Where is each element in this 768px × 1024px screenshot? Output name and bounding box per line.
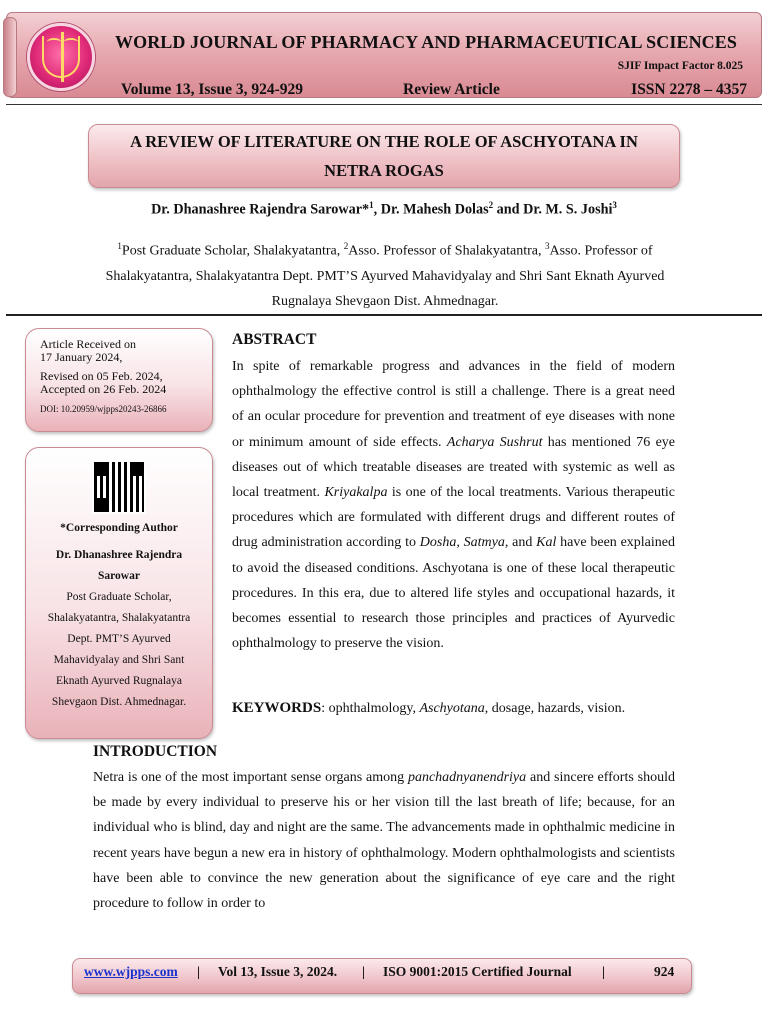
author-3-sup: 3 bbox=[612, 200, 617, 210]
abstract-emphasis: Kal bbox=[536, 535, 557, 551]
keywords-emphasis: Aschyotana bbox=[419, 701, 485, 716]
received-date: 17 January 2024, bbox=[40, 350, 123, 364]
abstract-part: has mentioned 76 eye diseases out of which treatable diseases are treated with systemic as well as local treatment. bbox=[232, 434, 676, 501]
abstract-part: is one of the local treatments. Various therapeutic procedures which are formulated with different drugs and different routes of drug administration according to bbox=[232, 485, 675, 551]
intro-emphasis: panchadnyanendriya bbox=[407, 770, 527, 785]
abstract-emphasis: Dosha, Satmya bbox=[419, 535, 505, 551]
title-line-2: NETRA ROGAS bbox=[324, 161, 444, 180]
impact-factor: SJIF Impact Factor 8.025 bbox=[617, 60, 743, 72]
footer-separator: | bbox=[197, 964, 200, 979]
corresponding-label: *Corresponding Author bbox=[60, 522, 178, 534]
divider bbox=[6, 314, 762, 316]
author-2-sup: 2 bbox=[488, 200, 494, 210]
author-2: , Dr. Mahesh Dolas bbox=[373, 201, 489, 218]
abstract-heading: ABSTRACT bbox=[232, 331, 317, 348]
qr-code-icon bbox=[94, 462, 144, 512]
author-3: and Dr. M. S. Joshi bbox=[493, 201, 613, 218]
introduction-text bbox=[93, 765, 675, 916]
journal-header-banner bbox=[6, 12, 762, 98]
footer-iso: ISO 9001:2015 Certified Journal bbox=[383, 964, 572, 979]
caduceus-logo-icon bbox=[27, 23, 95, 91]
abstract-part: , and bbox=[504, 535, 537, 551]
keywords-label: KEYWORDS bbox=[232, 700, 322, 716]
keywords-text: , dosage, hazards, vision. bbox=[484, 701, 626, 716]
affil-text-2: Asso. Professor of Shalakyatantra, bbox=[348, 243, 545, 259]
intro-part: Netra is one of the most important sense organs among bbox=[93, 770, 408, 785]
abstract-emphasis: Acharya Sushrut bbox=[446, 434, 543, 450]
footer-volume: Vol 13, Issue 3, 2024. bbox=[218, 964, 338, 979]
author-1-sup: 1 bbox=[369, 200, 374, 210]
author-list bbox=[0, 200, 768, 219]
abstract-text bbox=[232, 354, 675, 656]
article-info-box bbox=[25, 328, 213, 432]
abstract-part: In spite of remarkable progress and advances in the field of modern ophthalmology the effective control is still a challenge. There is a great need of an ocular procedure for prevention and treatment of eye diseases with none or minimum amount of side effects. bbox=[232, 359, 675, 450]
affil-text-3: Asso. Professor of Shalakyatantra, Shalakyatantra Dept. PMT’S Ayurved Mahavidyalay and Shri Sant Eknath Ayurved Rugnalaya Shevgaon Dist. Ahmednagar. bbox=[105, 243, 665, 309]
affil-sup-2: 2 bbox=[343, 241, 349, 251]
keywords-text: : ophthalmology, bbox=[321, 701, 420, 716]
affil-text-1: Post Graduate Scholar, Shalakyatantra, bbox=[121, 243, 344, 259]
intro-part: and sincere efforts should be made by every individual to preserve his or her vision till the last breath of life; because, for an individual who is blind, day and night are the same. The advancements made in ophthalmic medicine in recent years have begun a new era in history of ophthalmology. Modern ophthalmologists and scientists have been able to convince the new generation about the significance of eye care and the right procedure to follow in order to bbox=[93, 770, 675, 912]
accepted-date: Accepted on 26 Feb. 2024 bbox=[40, 382, 167, 396]
footer-separator: | bbox=[362, 964, 365, 979]
title-line-1: A REVIEW OF LITERATURE ON THE ROLE OF ASCHYOTANA IN bbox=[130, 132, 638, 151]
received-label: Article Received on bbox=[40, 337, 136, 351]
affil-sup-1: 1 bbox=[117, 241, 122, 251]
introduction-heading: INTRODUCTION bbox=[93, 743, 218, 760]
page-footer bbox=[72, 958, 692, 994]
journal-name: WORLD JOURNAL OF PHARMACY AND PHARMACEUTICAL SCIENCES bbox=[115, 32, 738, 52]
footer-separator: | bbox=[602, 964, 605, 979]
revised-date: Revised on 05 Feb. 2024, bbox=[40, 369, 163, 383]
issn: ISSN 2278 – 4357 bbox=[631, 81, 747, 98]
corresponding-address: Post Graduate Scholar, Shalakyatantra, Shalakyatantra Dept. PMT’S Ayurved Mahavidyalay and Shri Sant Eknath Ayurved Rugnalaya Shevgaon Dist. Ahmednagar. bbox=[47, 591, 191, 708]
abstract-part: have been explained to avoid the diseased conditions. Aschyotana is one of these local therapeutic procedures. In this era, due to altered life styles and occupational hazards, it becomes essential to research those principles and practices of Ayurvedic ophthalmology to preserve the vision. bbox=[232, 535, 675, 652]
corresponding-author-box bbox=[25, 447, 213, 739]
keywords bbox=[232, 700, 675, 717]
affiliation bbox=[90, 234, 680, 314]
article-title bbox=[88, 124, 680, 188]
journal-url-link[interactable]: www.wjpps.com bbox=[84, 964, 178, 979]
affil-sup-3: 3 bbox=[545, 241, 550, 251]
doi: DOI: 10.20959/wjpps20243-26866 bbox=[40, 404, 167, 414]
corresponding-name: Dr. Dhanashree Rajendra Sarowar bbox=[55, 549, 183, 582]
volume-issue: Volume 13, Issue 3, 924-929 bbox=[121, 81, 303, 98]
article-type: Review Article bbox=[403, 81, 500, 98]
page-number: 924 bbox=[654, 964, 675, 979]
abstract-emphasis: Kriyakalpa bbox=[324, 485, 388, 501]
author-1: Dr. Dhanashree Rajendra Sarowar* bbox=[151, 201, 370, 218]
divider bbox=[6, 104, 762, 105]
